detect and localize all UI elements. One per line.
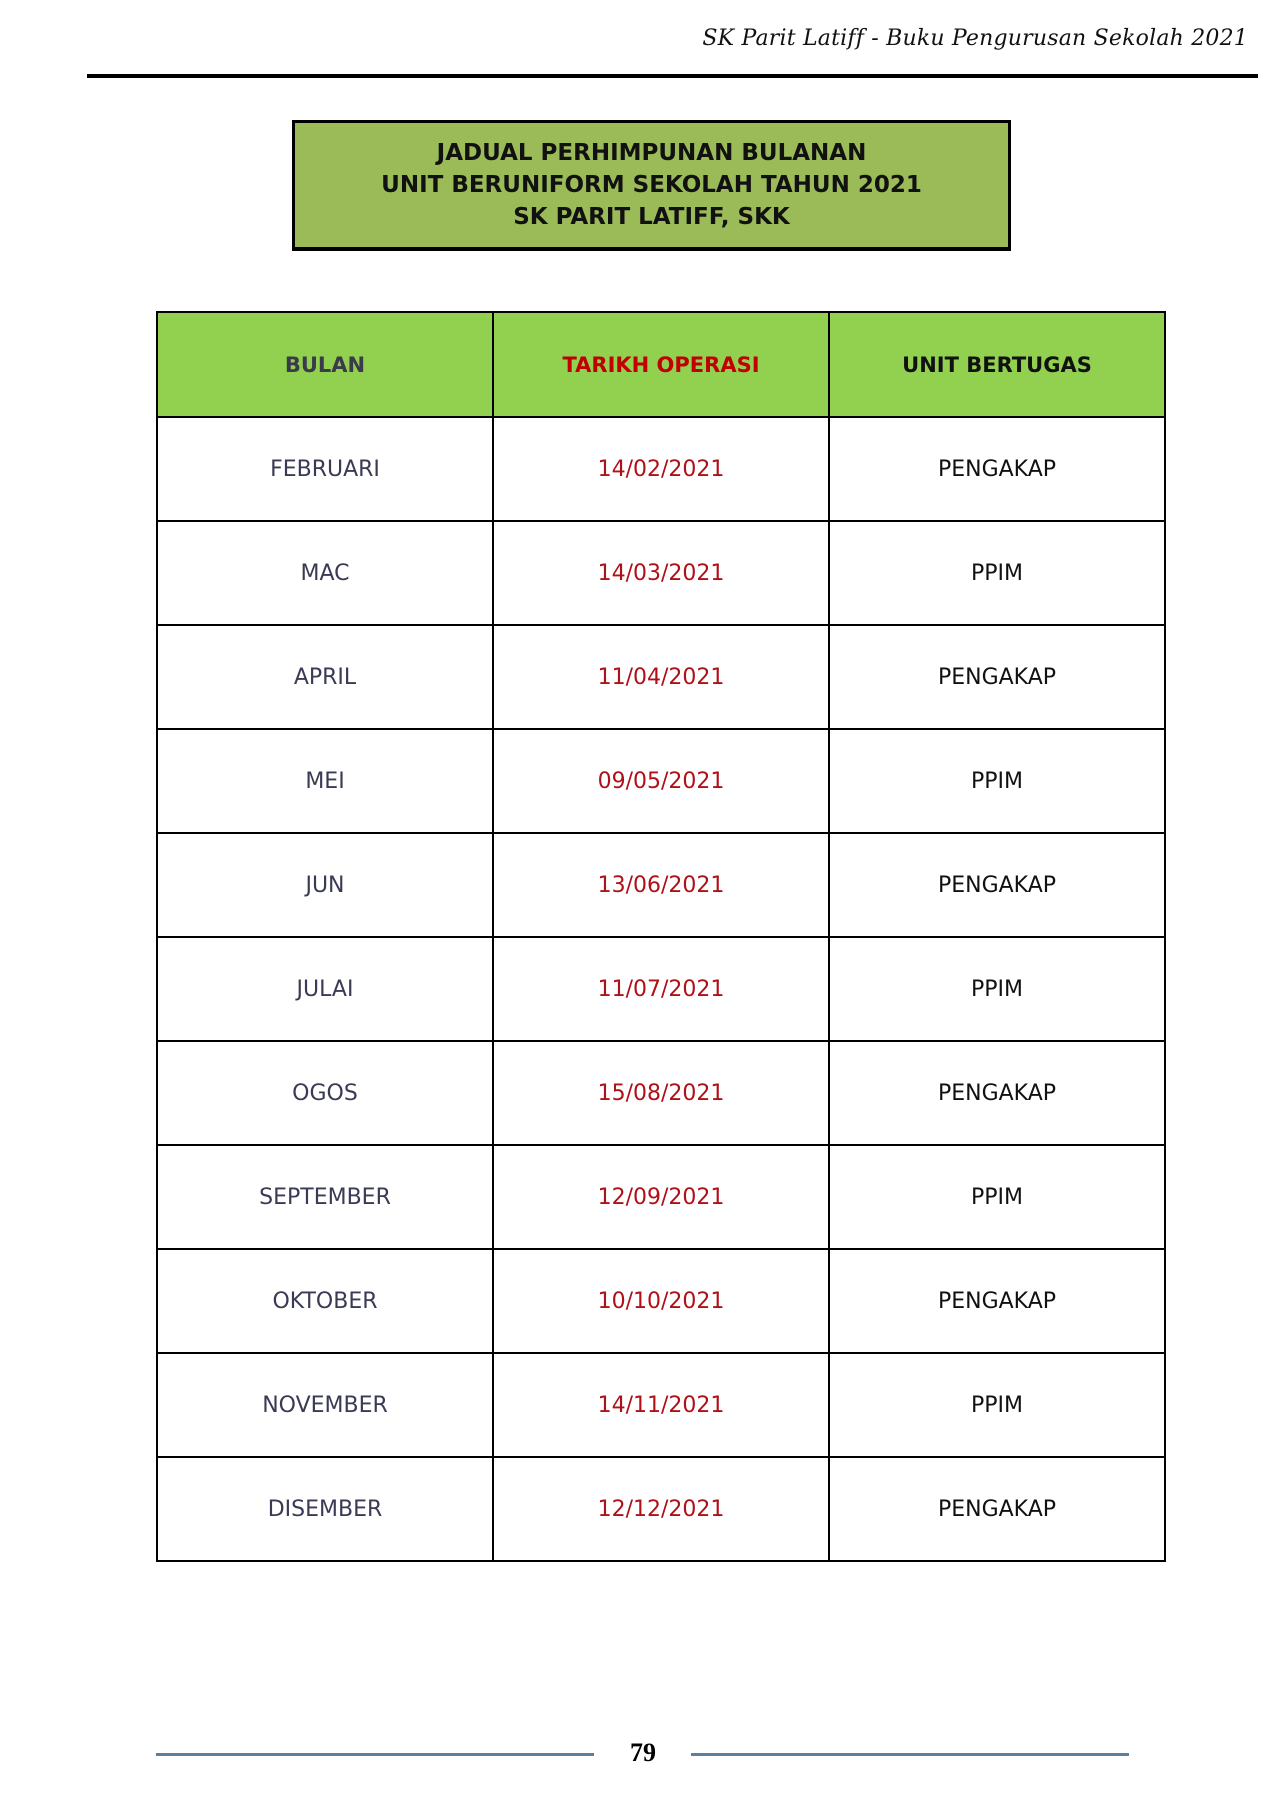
header-rule: [87, 74, 1258, 78]
cell-bulan: JULAI: [157, 937, 493, 1041]
running-header: SK Parit Latiff - Buku Pengurusan Sekolah 2021: [702, 26, 1248, 51]
cell-tarikh: 10/10/2021: [493, 1249, 829, 1353]
table-row: [157, 1041, 1165, 1145]
table-row: [157, 1457, 1165, 1561]
table-header-row: [157, 312, 1165, 417]
column-header-bulan: BULAN: [157, 312, 493, 417]
title-line-3: SK PARIT LATIFF, SKK: [513, 204, 790, 230]
cell-unit: PENGAKAP: [829, 833, 1165, 937]
table-row: [157, 625, 1165, 729]
cell-unit: PPIM: [829, 1353, 1165, 1457]
cell-bulan: JUN: [157, 833, 493, 937]
cell-unit: PPIM: [829, 521, 1165, 625]
footer-rule-left: [156, 1753, 594, 1756]
cell-bulan: MEI: [157, 729, 493, 833]
cell-unit: PENGAKAP: [829, 417, 1165, 521]
column-header-unit: UNIT BERTUGAS: [829, 312, 1165, 417]
cell-unit: PPIM: [829, 937, 1165, 1041]
table-row: [157, 1353, 1165, 1457]
table-row: [157, 833, 1165, 937]
cell-tarikh: 13/06/2021: [493, 833, 829, 937]
table-row: [157, 417, 1165, 521]
title-line-2: UNIT BERUNIFORM SEKOLAH TAHUN 2021: [381, 172, 922, 198]
title-box: [292, 120, 1011, 251]
cell-tarikh: 14/03/2021: [493, 521, 829, 625]
cell-tarikh: 12/12/2021: [493, 1457, 829, 1561]
page-number: 79: [630, 1738, 656, 1767]
table-row: [157, 1249, 1165, 1353]
cell-unit: PPIM: [829, 729, 1165, 833]
schedule-table: [156, 311, 1166, 1562]
footer-rule-right: [691, 1753, 1129, 1756]
cell-tarikh: 11/07/2021: [493, 937, 829, 1041]
cell-bulan: APRIL: [157, 625, 493, 729]
cell-tarikh: 09/05/2021: [493, 729, 829, 833]
title-line-1: JADUAL PERHIMPUNAN BULANAN: [436, 140, 867, 166]
column-header-tarikh: TARIKH OPERASI: [493, 312, 829, 417]
cell-bulan: OKTOBER: [157, 1249, 493, 1353]
cell-unit: PENGAKAP: [829, 625, 1165, 729]
cell-unit: PENGAKAP: [829, 1041, 1165, 1145]
cell-tarikh: 12/09/2021: [493, 1145, 829, 1249]
cell-bulan: MAC: [157, 521, 493, 625]
cell-bulan: SEPTEMBER: [157, 1145, 493, 1249]
cell-tarikh: 11/04/2021: [493, 625, 829, 729]
cell-unit: PENGAKAP: [829, 1249, 1165, 1353]
cell-bulan: DISEMBER: [157, 1457, 493, 1561]
cell-tarikh: 15/08/2021: [493, 1041, 829, 1145]
cell-unit: PENGAKAP: [829, 1457, 1165, 1561]
cell-unit: PPIM: [829, 1145, 1165, 1249]
cell-tarikh: 14/11/2021: [493, 1353, 829, 1457]
table-row: [157, 729, 1165, 833]
cell-tarikh: 14/02/2021: [493, 417, 829, 521]
table-row: [157, 1145, 1165, 1249]
table-row: [157, 937, 1165, 1041]
cell-bulan: OGOS: [157, 1041, 493, 1145]
cell-bulan: FEBRUARI: [157, 417, 493, 521]
table-row: [157, 521, 1165, 625]
cell-bulan: NOVEMBER: [157, 1353, 493, 1457]
